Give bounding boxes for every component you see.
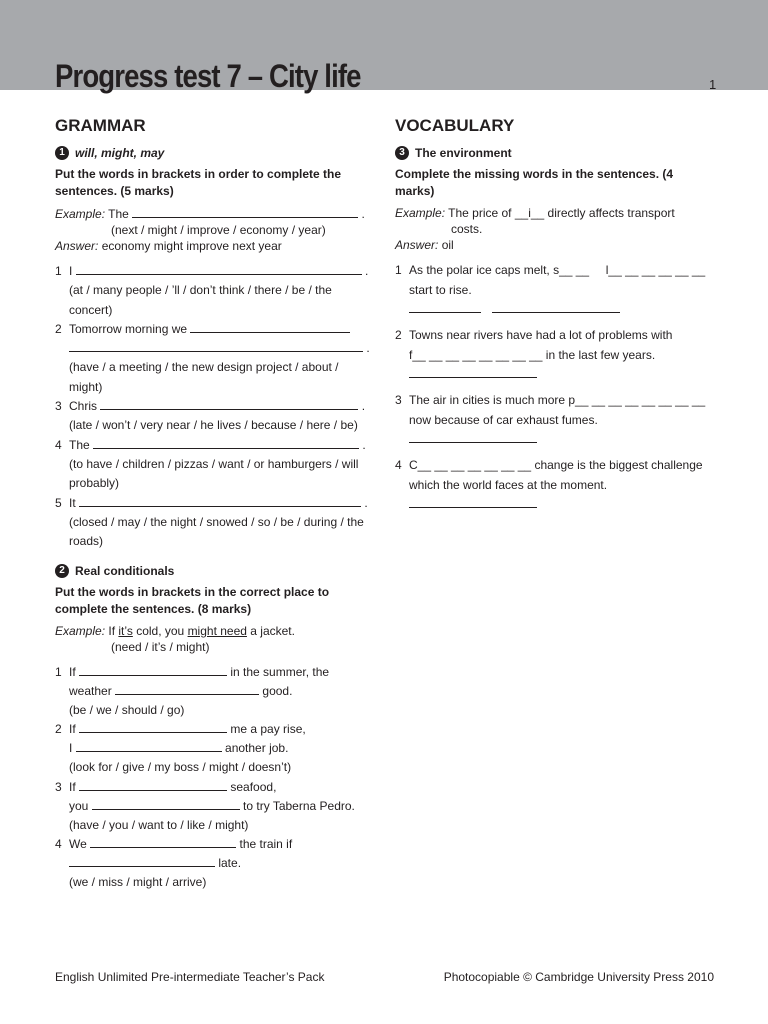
answer-label: Answer: [395, 238, 439, 252]
grammar-heading: GRAMMAR [55, 116, 146, 135]
answer-blank [69, 339, 363, 352]
exercise-1-items [55, 262, 373, 552]
answer-blank [100, 397, 358, 410]
answer-blank [409, 430, 537, 443]
example-text: The [108, 207, 129, 221]
answer-blank [190, 320, 350, 333]
exercise-number-badge: 1 [55, 146, 69, 160]
exercise-number-badge: 3 [395, 146, 409, 160]
answer-blank [409, 365, 537, 378]
example-hint: (next / might / improve / economy / year) [111, 223, 326, 237]
exercise-3-instruction: Complete the missing words in the sentences. (4 marks) [395, 167, 674, 198]
list-item: 3 If seafood, you to try Taberna Pedro. (have / you / want to / like / might) [55, 778, 373, 836]
answer-blank [492, 300, 620, 313]
answer-blank [409, 495, 537, 508]
answer-blank [79, 778, 227, 791]
item-hint: (have / a meeting / the new design project / about / might) [69, 360, 339, 394]
list-item: 1 If in the summer, the weather good. (be / we / should / go) [55, 663, 373, 721]
example-blank [132, 205, 358, 218]
list-item: 2 Towns near rivers have had a lot of problems with f__ __ __ __ __ __ __ __ in the last few years. [395, 326, 715, 387]
list-item: 2 Tomorrow morning we . (have / a meeting / the new design project / about / might) [55, 320, 373, 397]
page-title: Progress test 7 – City life [55, 58, 361, 94]
exercise-3-items [395, 261, 715, 517]
answer-blank [93, 436, 359, 449]
list-item: 1 As the polar ice caps melt, s__ __ l__ __ __ __ __ __ start to rise. [395, 261, 715, 322]
answer-blank [90, 835, 236, 848]
list-item: 4 The . (to have / children / pizzas / want / or hamburgers / will probably) [55, 436, 373, 494]
item-hint: (have / you / want to / like / might) [69, 817, 249, 832]
example-end: . [361, 207, 365, 221]
footer-publication: English Unlimited Pre-intermediate Teacher’s Pack [55, 970, 325, 984]
item-hint: (be / we / should / go) [69, 702, 185, 717]
answer-blank [79, 663, 227, 676]
list-item: 4 C__ __ __ __ __ __ __ change is the biggest challenge which the world faces at the moment. [395, 456, 715, 517]
example-hint: (need / it’s / might) [111, 639, 210, 654]
footer-copyright: Photocopiable © Cambridge University Press 2010 [443, 970, 714, 984]
exercise-2-items [55, 663, 373, 893]
exercise-2-title [55, 562, 373, 580]
example-label: Example: [395, 206, 446, 220]
answer-blank [115, 682, 259, 695]
item-hint: (we / miss / might / arrive) [69, 875, 207, 889]
page-number: 1 [709, 77, 717, 92]
exercise-1-instruction: Put the words in brackets in order to complete the sentences. (5 marks) [55, 167, 342, 198]
item-hint: (late / won’t / very near / he lives / because / here / be) [69, 418, 358, 432]
item-hint: (closed / may / the night / snowed / so / be / during / the roads) [69, 514, 364, 548]
exercise-2-topic: Real conditionals [75, 563, 175, 578]
vocabulary-heading: VOCABULARY [395, 116, 515, 135]
example-label: Example: [55, 207, 106, 221]
exercise-1-topic: will, might, may [75, 146, 165, 160]
exercise-1-title [55, 144, 373, 162]
answer-blank [76, 262, 362, 275]
exercise-3-title [395, 144, 715, 162]
list-item: 1 I . (at / many people / ’ll / don’t think / there / be / the concert) [55, 262, 373, 320]
item-hint: (look for / give / my boss / might / doesn’t) [69, 760, 292, 774]
answer-blank [92, 797, 240, 810]
exercise-number-badge: 2 [55, 564, 69, 578]
example-label: Example: [55, 623, 106, 638]
list-item: 5 It . (closed / may / the night / snowed / so / be / during / the roads) [55, 494, 373, 552]
answer-blank [79, 720, 227, 733]
exercise-3-example: Example: The price of __i__ directly affects transport costs. Answer: oil [395, 206, 675, 252]
answer-label: Answer: [55, 239, 99, 253]
answer-blank [79, 494, 361, 507]
item-hint: (at / many people / ’ll / don’t think / there / be / the concert) [69, 283, 332, 317]
item-hint: (to have / children / pizzas / want / or hamburgers / will probably) [69, 456, 359, 490]
vocabulary-column [395, 116, 715, 517]
answer-blank [409, 300, 481, 313]
list-item: 4 We the train if late. (we / miss / might / arrive) [55, 835, 373, 893]
answer-text: oil [441, 238, 454, 252]
list-item: 3 Chris . (late / won’t / very near / he lives / because / here / be) [55, 397, 373, 436]
list-item: 2 If me a pay rise, I another job. (look for / give / my boss / might / doesn’t) [55, 720, 373, 778]
example-text: The price of __i__ directly affects transport [448, 206, 675, 220]
exercise-2-example: Example: If it’s cold, you might need a jacket. (need / it’s / might) [55, 623, 373, 655]
answer-text: economy might improve next year [101, 239, 282, 253]
exercise-3-topic: The environment [415, 146, 512, 160]
answer-blank [69, 854, 215, 867]
grammar-column [55, 116, 373, 893]
exercise-1-example [55, 205, 373, 254]
exercise-2-instruction: Put the words in brackets in the correct place to complete the sentences. (8 marks) [55, 584, 330, 616]
answer-blank [76, 739, 222, 752]
list-item: 3 The air in cities is much more p__ __ __ __ __ __ __ __ now because of car exhaust fumes. [395, 391, 715, 452]
